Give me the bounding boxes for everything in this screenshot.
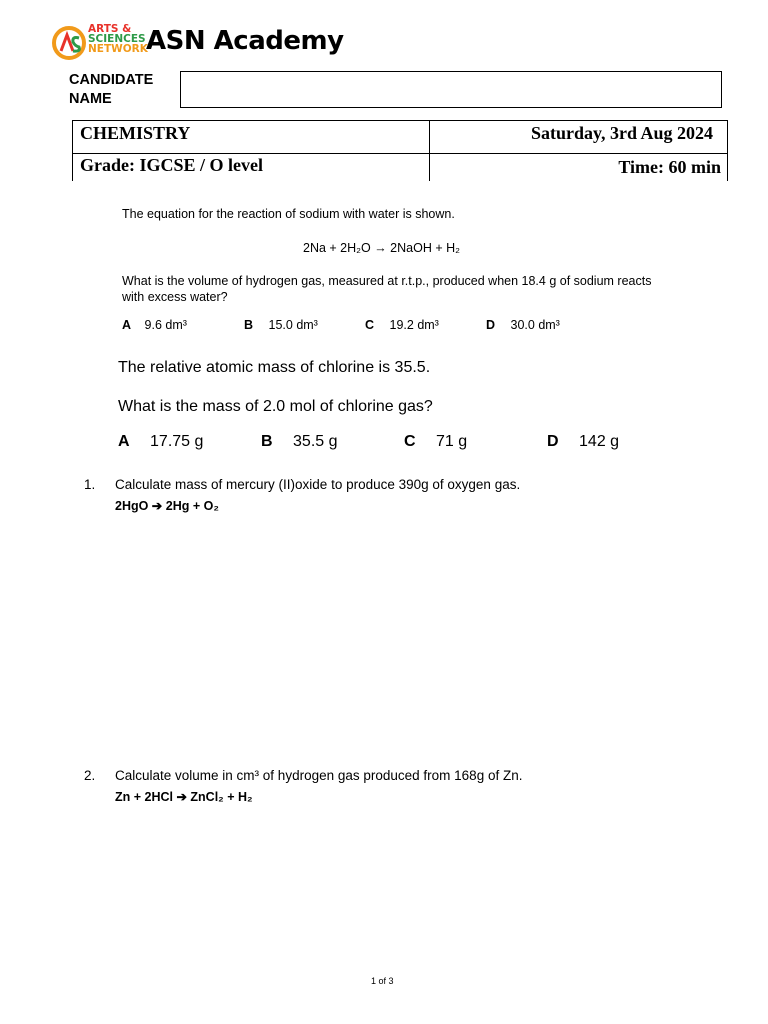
option-value: 9.6 dm³ xyxy=(144,318,187,332)
chlorine-option-c[interactable] xyxy=(404,433,467,451)
option-letter: D xyxy=(547,433,559,450)
chlorine-option-b[interactable] xyxy=(261,433,338,451)
sodium-option-d[interactable] xyxy=(486,318,560,332)
logo-line-network: NETWORK xyxy=(88,43,148,55)
question-2-number: 2. xyxy=(84,768,96,783)
option-value: 15.0 dm³ xyxy=(268,318,318,332)
grade-cell: Grade: IGCSE / O level xyxy=(80,155,263,175)
option-letter: A xyxy=(118,433,130,450)
option-value: 19.2 dm³ xyxy=(389,318,439,332)
table-divider-vertical xyxy=(429,121,430,181)
question-1-text: Calculate mass of mercury (II)oxide to produce 390g of oxygen gas. xyxy=(115,477,521,492)
table-divider-horizontal xyxy=(73,153,727,154)
date-cell: Saturday, 3rd Aug 2024 xyxy=(530,123,713,143)
sodium-equation: 2Na + 2H₂O → 2NaOH + H₂ xyxy=(303,241,460,255)
subject-cell: CHEMISTRY xyxy=(80,123,191,143)
time-cell: Time: 60 min xyxy=(618,157,721,177)
option-letter: B xyxy=(244,318,254,332)
sodium-option-b[interactable] xyxy=(244,318,318,332)
question-1-equation: 2HgO ➔ 2Hg + O₂ xyxy=(115,499,219,513)
exam-info-table xyxy=(72,120,728,181)
asn-logo-icon xyxy=(52,26,88,60)
chlorine-question-prompt: What is the mass of 2.0 mol of chlorine gas? xyxy=(118,398,433,415)
option-letter: D xyxy=(486,318,496,332)
logo-wordmark xyxy=(88,23,148,55)
sodium-question-intro: The equation for the reaction of sodium with water is shown. xyxy=(122,207,455,221)
chlorine-option-a[interactable] xyxy=(118,433,203,451)
page-number: 1 of 3 xyxy=(371,976,394,986)
option-value: 17.75 g xyxy=(150,433,204,450)
chlorine-option-d[interactable] xyxy=(547,433,619,451)
candidate-name-label xyxy=(69,71,169,109)
academy-name: ASN Academy xyxy=(146,26,344,56)
option-value: 71 g xyxy=(436,433,468,450)
option-letter: B xyxy=(261,433,273,450)
chlorine-question-intro: The relative atomic mass of chlorine is 35.5. xyxy=(118,359,431,376)
option-letter: C xyxy=(365,318,375,332)
candidate-label-line1: CANDIDATE xyxy=(69,72,154,88)
option-letter: C xyxy=(404,433,416,450)
sodium-prompt-line1: What is the volume of hydrogen gas, measured at r.t.p., produced when 18.4 g of sodium reacts xyxy=(122,274,652,288)
logo-line-arts: ARTS & xyxy=(88,23,132,35)
question-1-number: 1. xyxy=(84,477,96,492)
logo-line-sciences: SCIENCES xyxy=(88,33,146,45)
sodium-option-a[interactable] xyxy=(122,318,187,332)
option-value: 142 g xyxy=(579,433,620,450)
question-2-text: Calculate volume in cm³ of hydrogen gas produced from 168g of Zn. xyxy=(115,768,523,783)
candidate-label-line2: NAME xyxy=(69,91,112,107)
option-letter: A xyxy=(122,318,132,332)
sodium-question-prompt xyxy=(122,273,722,305)
option-value: 35.5 g xyxy=(293,433,338,450)
option-value: 30.0 dm³ xyxy=(510,318,560,332)
candidate-name-field[interactable] xyxy=(180,71,722,108)
sodium-option-c[interactable] xyxy=(365,318,439,332)
question-2-equation: Zn + 2HCl ➔ ZnCl₂ + H₂ xyxy=(115,790,253,804)
sodium-prompt-line2: with excess water? xyxy=(122,290,228,304)
